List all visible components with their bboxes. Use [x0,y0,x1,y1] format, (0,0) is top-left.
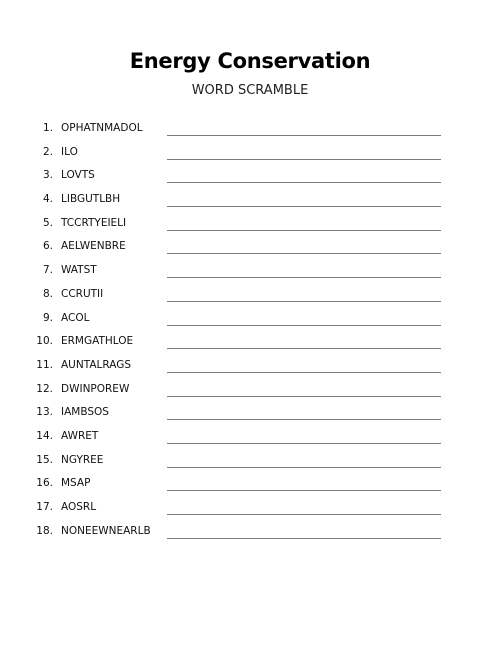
list-item [0,284,500,308]
page-title: Energy Conservation [129,49,371,73]
list-item [0,260,500,284]
list-item [0,450,500,474]
list-item [0,426,500,450]
list-item [0,521,500,545]
list-item [0,142,500,166]
scrambled-word: AOSRL [61,501,97,513]
scrambled-word: AELWENBRE [61,240,126,253]
answer-line [167,514,441,515]
item-number: 8. [42,287,53,300]
answer-line [167,467,441,468]
item-number: 18. [36,524,53,537]
list-item [0,236,500,260]
item-number: 7. [42,264,53,277]
item-number: 4. [42,193,53,206]
scrambled-word: NGYREE [61,453,104,466]
item-number: 3. [42,169,53,182]
scrambled-word: MSAP [61,477,91,490]
scrambled-word: ERMGATHLOE [61,335,134,348]
scrambled-word: ACOL [61,311,90,324]
scrambled-word: IAMBSOS [61,406,109,419]
item-number: 5. [42,216,53,229]
item-number: 2. [42,145,53,158]
item-number: 13. [36,406,53,419]
answer-line [167,230,441,231]
item-number: 16. [36,477,53,490]
answer-line [167,206,441,207]
scrambled-word: AUNTALRAGS [61,358,132,371]
list-item [0,379,500,403]
answer-line [167,253,441,254]
item-number: 15. [36,453,53,466]
item-number: 10. [36,335,53,348]
list-item [0,189,500,213]
list-item [0,402,500,426]
item-number: 12. [36,382,53,395]
answer-line [167,277,441,278]
list-item [0,473,500,497]
list-item [0,355,500,379]
item-number: 1. [42,122,53,134]
item-number: 11. [36,358,53,371]
answer-line [167,182,441,183]
list-item [0,331,500,355]
scrambled-word: LIBGUTLBH [61,193,121,206]
answer-line [167,490,441,491]
list-item [0,118,500,142]
answer-line [167,135,441,136]
scrambled-word: AWRET [61,429,99,442]
item-number: 17. [36,501,53,513]
scrambled-word: ILO [61,145,78,158]
scrambled-word: WATST [61,264,97,277]
item-number: 14. [36,429,53,442]
item-number: 9. [42,311,53,324]
list-item [0,497,500,521]
scrambled-word: NONEEWNEARLB [61,524,151,537]
answer-line [167,301,441,302]
item-number: 6. [42,240,53,253]
scrambled-word: OPHATNMADOL [61,122,143,134]
scramble-list [0,118,500,544]
list-item [0,213,500,237]
answer-line [167,372,441,373]
answer-line [167,419,441,420]
scrambled-word: CCRUTII [61,287,104,300]
answer-line [167,159,441,160]
answer-line [167,325,441,326]
list-item [0,165,500,189]
answer-line [167,396,441,397]
answer-line [167,443,441,444]
scrambled-word: LOVTS [61,169,95,182]
list-item [0,308,500,332]
answer-line [167,348,441,349]
page-subtitle: WORD SCRAMBLE [191,83,309,98]
answer-line [167,538,441,539]
scrambled-word: DWINPOREW [61,382,130,395]
scrambled-word: TCCRTYEIELI [61,216,127,229]
